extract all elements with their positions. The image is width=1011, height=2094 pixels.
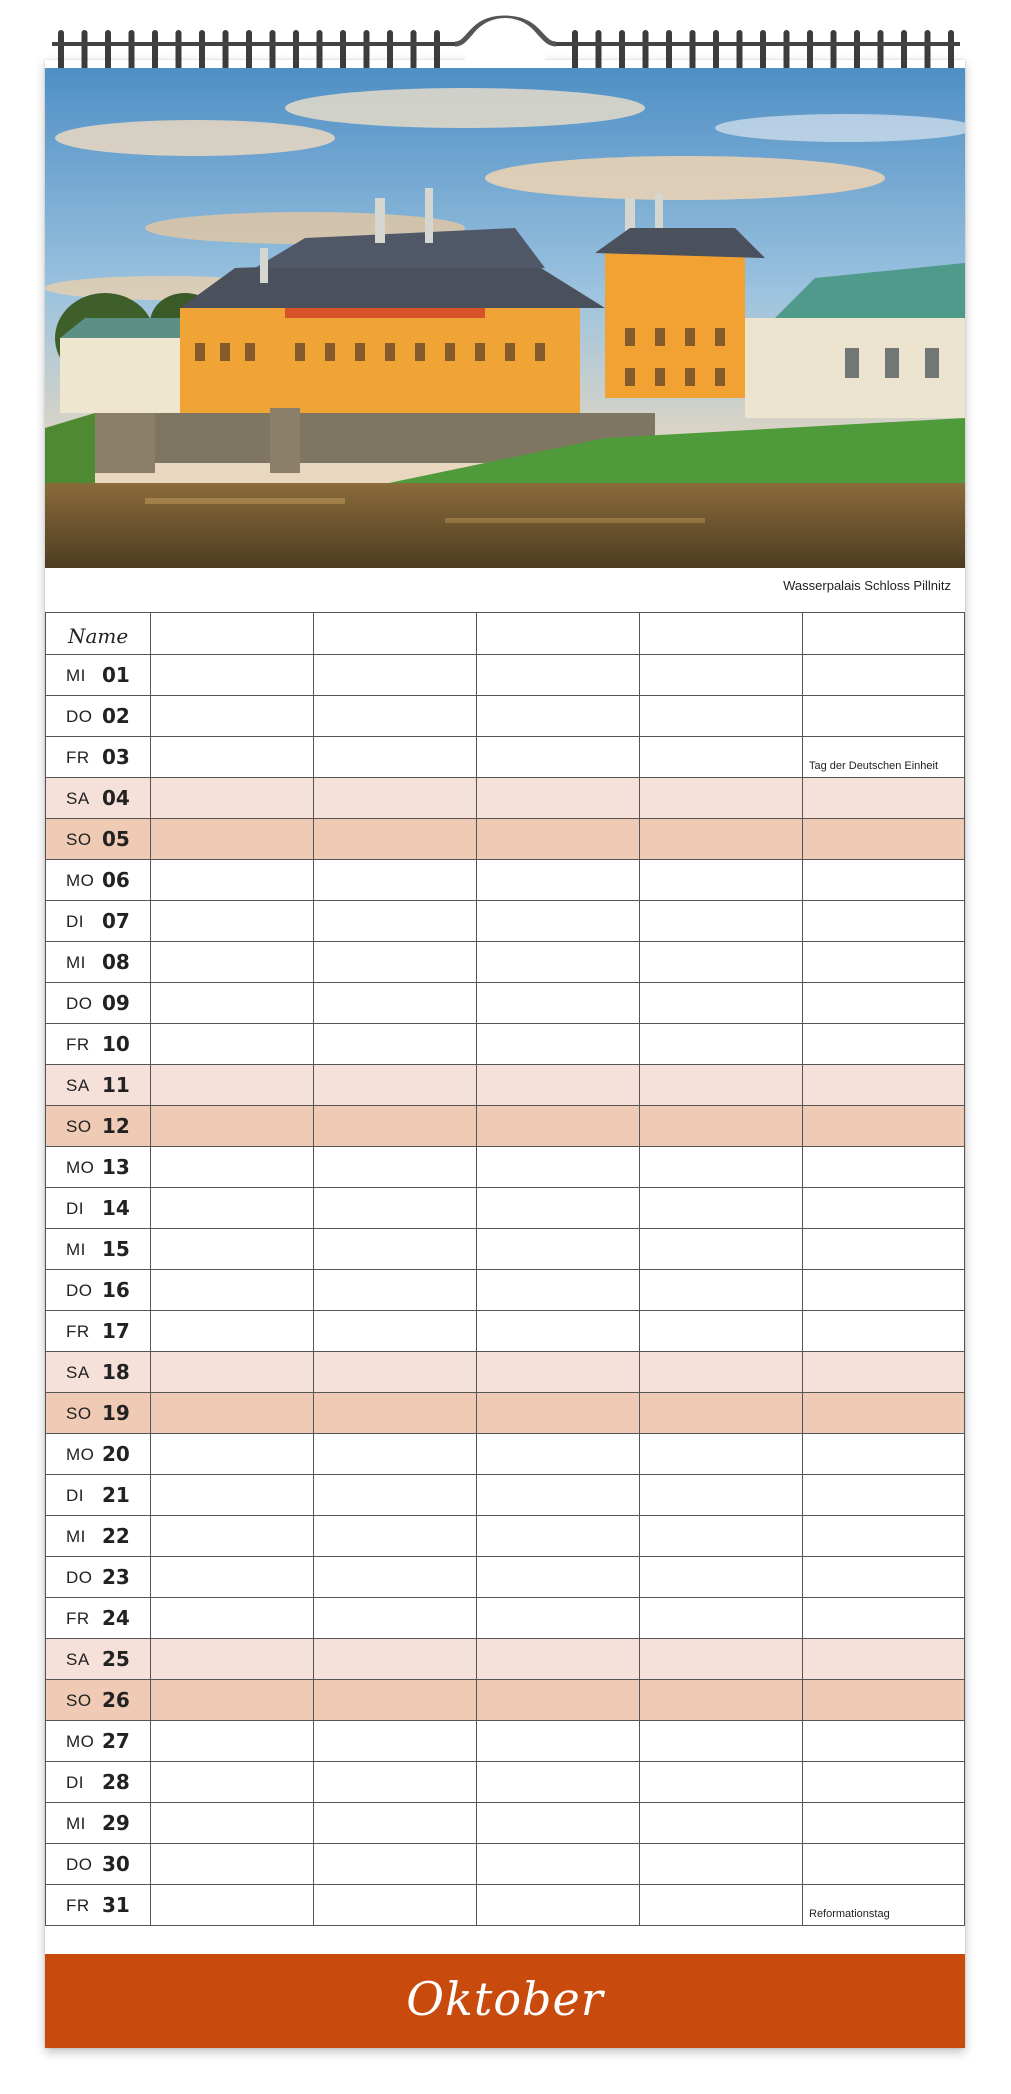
entry-cell[interactable] (313, 901, 476, 941)
entry-cell[interactable] (639, 1639, 802, 1679)
entry-cell[interactable] (476, 1516, 639, 1556)
entry-cell[interactable] (476, 1721, 639, 1761)
weekday-label: MI (66, 1814, 86, 1833)
entry-cell[interactable] (802, 860, 965, 900)
entry-cell[interactable] (150, 1844, 313, 1884)
entry-cell[interactable] (802, 819, 965, 859)
day-number: 12 (102, 1114, 130, 1138)
day-number: 17 (102, 1319, 130, 1343)
day-row (45, 1803, 965, 1844)
day-number: 02 (102, 704, 130, 728)
date-cell (45, 1024, 150, 1064)
weekday-label: DO (66, 994, 93, 1013)
entry-cell[interactable] (476, 696, 639, 736)
date-cell (45, 1885, 150, 1925)
weekday-label: DI (66, 1199, 84, 1218)
entry-cell[interactable] (802, 1557, 965, 1597)
weekday-label: MI (66, 953, 86, 972)
entry-cell[interactable] (802, 1147, 965, 1187)
date-cell (45, 737, 150, 777)
entry-cell[interactable] (476, 1639, 639, 1679)
planner-grid (45, 612, 965, 1926)
entry-cell[interactable] (150, 983, 313, 1023)
entry-cell[interactable] (150, 1065, 313, 1105)
entry-cell[interactable] (150, 1270, 313, 1310)
entry-cell[interactable] (313, 1557, 476, 1597)
day-row (45, 1065, 965, 1106)
entry-cell[interactable] (313, 1352, 476, 1392)
day-row (45, 1270, 965, 1311)
calendar-photo (45, 68, 965, 568)
day-row (45, 737, 965, 778)
date-cell (45, 655, 150, 695)
entry-cell[interactable] (150, 1516, 313, 1556)
entry-cell[interactable] (639, 1393, 802, 1433)
entry-cell[interactable] (639, 737, 802, 777)
entry-cell[interactable] (639, 1475, 802, 1515)
entry-cell[interactable] (313, 1311, 476, 1351)
weekday-label: SO (66, 830, 92, 849)
entry-cell[interactable] (150, 860, 313, 900)
date-cell (45, 1721, 150, 1761)
entry-cell[interactable] (476, 1680, 639, 1720)
entry-cell[interactable] (476, 1885, 639, 1925)
weekday-label: MI (66, 1240, 86, 1259)
entry-cell[interactable] (476, 1434, 639, 1474)
entry-cell[interactable] (802, 901, 965, 941)
entry-cell[interactable] (313, 1106, 476, 1146)
palace-photo (45, 68, 965, 568)
date-cell (45, 1188, 150, 1228)
entry-cell[interactable] (150, 1762, 313, 1802)
entry-cell[interactable] (639, 860, 802, 900)
month-footer (45, 1954, 965, 2048)
day-number: 03 (102, 745, 130, 769)
entry-cell[interactable] (802, 1885, 965, 1925)
month-title: Oktober (406, 1972, 604, 2026)
entry-cell[interactable] (802, 1188, 965, 1228)
day-row (45, 655, 965, 696)
date-cell (45, 1311, 150, 1351)
day-number: 07 (102, 909, 130, 933)
entry-cell[interactable] (150, 696, 313, 736)
date-cell (45, 1065, 150, 1105)
entry-cell[interactable] (639, 1065, 802, 1105)
entry-cell[interactable] (313, 942, 476, 982)
day-row (45, 1598, 965, 1639)
entry-cell[interactable] (802, 696, 965, 736)
weekday-label: SA (66, 1076, 90, 1095)
entry-cell[interactable] (150, 1557, 313, 1597)
date-cell (45, 696, 150, 736)
entry-cell[interactable] (150, 1147, 313, 1187)
day-number: 01 (102, 663, 130, 687)
entry-cell[interactable] (639, 1680, 802, 1720)
weekday-label: SO (66, 1691, 92, 1710)
day-row (45, 901, 965, 942)
entry-cell[interactable] (639, 983, 802, 1023)
entry-cell[interactable] (313, 1475, 476, 1515)
entry-cell[interactable] (313, 1393, 476, 1433)
day-row (45, 1024, 965, 1065)
date-cell (45, 860, 150, 900)
day-number: 27 (102, 1729, 130, 1753)
date-cell (45, 1147, 150, 1187)
weekday-label: DI (66, 1486, 84, 1505)
entry-cell[interactable] (150, 1475, 313, 1515)
day-number: 09 (102, 991, 130, 1015)
day-number: 29 (102, 1811, 130, 1835)
entry-cell[interactable] (313, 1434, 476, 1474)
weekday-label: DO (66, 1281, 93, 1300)
entry-cell[interactable] (313, 1229, 476, 1269)
entry-cell[interactable] (313, 819, 476, 859)
day-row (45, 1844, 965, 1885)
entry-cell[interactable] (150, 1721, 313, 1761)
day-row (45, 1311, 965, 1352)
entry-cell[interactable] (313, 1188, 476, 1228)
entry-cell[interactable] (150, 1598, 313, 1638)
date-cell (45, 1639, 150, 1679)
entry-cell[interactable] (802, 1352, 965, 1392)
entry-cell[interactable] (150, 655, 313, 695)
entry-cell[interactable] (150, 1680, 313, 1720)
entry-cell[interactable] (802, 1639, 965, 1679)
day-number: 26 (102, 1688, 130, 1712)
day-number: 24 (102, 1606, 130, 1630)
person-column-4-header[interactable] (639, 613, 802, 654)
entry-cell[interactable] (313, 1721, 476, 1761)
entry-cell[interactable] (476, 1598, 639, 1638)
weekday-label: MO (66, 871, 95, 890)
entry-cell[interactable] (639, 655, 802, 695)
entry-cell[interactable] (476, 1147, 639, 1187)
day-row (45, 1147, 965, 1188)
header-row (45, 613, 965, 655)
entry-cell[interactable] (476, 1803, 639, 1843)
entry-cell[interactable] (639, 1229, 802, 1269)
entry-cell[interactable] (150, 1106, 313, 1146)
person-column-3-header[interactable] (476, 613, 639, 654)
weekday-label: DO (66, 1568, 93, 1587)
entry-cell[interactable] (150, 737, 313, 777)
entry-cell[interactable] (476, 1106, 639, 1146)
entry-cell[interactable] (476, 942, 639, 982)
date-cell (45, 901, 150, 941)
entry-cell[interactable] (476, 1557, 639, 1597)
entry-cell[interactable] (639, 1557, 802, 1597)
day-row (45, 1516, 965, 1557)
date-cell (45, 1844, 150, 1884)
entry-cell[interactable] (639, 696, 802, 736)
weekday-label: FR (66, 1322, 90, 1341)
day-number: 18 (102, 1360, 130, 1384)
entry-cell[interactable] (802, 1393, 965, 1433)
entry-cell[interactable] (802, 1106, 965, 1146)
entry-cell[interactable] (802, 1803, 965, 1843)
day-number: 11 (102, 1073, 130, 1097)
entry-cell[interactable] (802, 1762, 965, 1802)
entry-cell[interactable] (802, 1024, 965, 1064)
day-number: 15 (102, 1237, 130, 1261)
day-row (45, 1885, 965, 1926)
entry-cell[interactable] (150, 1393, 313, 1433)
entry-cell[interactable] (802, 1598, 965, 1638)
day-number: 04 (102, 786, 130, 810)
entry-cell[interactable] (476, 1844, 639, 1884)
entry-cell[interactable] (476, 1762, 639, 1802)
entry-cell[interactable] (313, 655, 476, 695)
weekday-label: MI (66, 1527, 86, 1546)
day-number: 30 (102, 1852, 130, 1876)
entry-cell[interactable] (476, 901, 639, 941)
date-cell (45, 1270, 150, 1310)
entry-cell[interactable] (150, 942, 313, 982)
day-row (45, 696, 965, 737)
date-cell (45, 1762, 150, 1802)
day-number: 05 (102, 827, 130, 851)
entry-cell[interactable] (313, 1639, 476, 1679)
day-row (45, 1434, 965, 1475)
entry-cell[interactable] (476, 860, 639, 900)
entry-cell[interactable] (150, 819, 313, 859)
entry-cell[interactable] (313, 1147, 476, 1187)
entry-cell[interactable] (802, 1680, 965, 1720)
day-row (45, 778, 965, 819)
weekday-label: SA (66, 1363, 90, 1382)
entry-cell[interactable] (802, 1721, 965, 1761)
entry-cell[interactable] (639, 778, 802, 818)
entry-cell[interactable] (150, 1434, 313, 1474)
entry-cell[interactable] (639, 1721, 802, 1761)
name-label: Name (68, 624, 129, 648)
day-row (45, 942, 965, 983)
date-cell (45, 983, 150, 1023)
weekday-label: SA (66, 1650, 90, 1669)
entry-cell[interactable] (802, 1229, 965, 1269)
day-row (45, 1188, 965, 1229)
entry-cell[interactable] (150, 1352, 313, 1392)
day-row (45, 1762, 965, 1803)
entry-cell[interactable] (150, 901, 313, 941)
entry-cell[interactable] (639, 1598, 802, 1638)
entry-cell[interactable] (639, 1844, 802, 1884)
entry-cell[interactable] (150, 1024, 313, 1064)
entry-cell[interactable] (802, 655, 965, 695)
entry-cell[interactable] (802, 737, 965, 777)
name-header-cell (45, 613, 150, 654)
day-row (45, 1106, 965, 1147)
entry-cell[interactable] (150, 1311, 313, 1351)
entry-cell[interactable] (476, 1311, 639, 1351)
day-row (45, 1393, 965, 1434)
date-cell (45, 1475, 150, 1515)
person-column-5-header[interactable] (802, 613, 965, 654)
date-cell (45, 1229, 150, 1269)
entry-cell[interactable] (476, 1188, 639, 1228)
entry-cell[interactable] (802, 983, 965, 1023)
entry-cell[interactable] (802, 778, 965, 818)
day-number: 16 (102, 1278, 130, 1302)
entry-cell[interactable] (802, 942, 965, 982)
entry-cell[interactable] (802, 1270, 965, 1310)
entry-cell[interactable] (313, 1680, 476, 1720)
entry-cell[interactable] (313, 1024, 476, 1064)
entry-cell[interactable] (476, 1229, 639, 1269)
person-column-2-header[interactable] (313, 613, 476, 654)
entry-cell[interactable] (802, 1065, 965, 1105)
entry-cell[interactable] (313, 696, 476, 736)
entry-cell[interactable] (476, 1065, 639, 1105)
holiday-label: Tag der Deutschen Einheit (809, 760, 939, 772)
entry-cell[interactable] (313, 983, 476, 1023)
day-row (45, 1680, 965, 1721)
day-row (45, 1557, 965, 1598)
entry-cell[interactable] (150, 1188, 313, 1228)
day-row (45, 1475, 965, 1516)
entry-cell[interactable] (639, 942, 802, 982)
entry-cell[interactable] (313, 1844, 476, 1884)
date-cell (45, 1598, 150, 1638)
date-cell (45, 1352, 150, 1392)
weekday-label: FR (66, 1609, 90, 1628)
entry-cell[interactable] (476, 1270, 639, 1310)
day-number: 06 (102, 868, 130, 892)
entry-cell[interactable] (313, 778, 476, 818)
entry-cell[interactable] (639, 901, 802, 941)
entry-cell[interactable] (476, 1475, 639, 1515)
date-cell (45, 819, 150, 859)
entry-cell[interactable] (802, 1434, 965, 1474)
day-number: 13 (102, 1155, 130, 1179)
photo-caption: Wasserpalais Schloss Pillnitz (783, 578, 951, 593)
weekday-label: FR (66, 1035, 90, 1054)
entry-cell[interactable] (639, 1434, 802, 1474)
weekday-label: FR (66, 748, 90, 767)
entry-cell[interactable] (639, 1762, 802, 1802)
entry-cell[interactable] (313, 1598, 476, 1638)
entry-cell[interactable] (639, 1106, 802, 1146)
date-cell (45, 778, 150, 818)
entry-cell[interactable] (639, 1352, 802, 1392)
entry-cell[interactable] (802, 1516, 965, 1556)
weekday-label: FR (66, 1896, 90, 1915)
day-number: 14 (102, 1196, 130, 1220)
weekday-label: SO (66, 1404, 92, 1423)
entry-cell[interactable] (639, 1024, 802, 1064)
day-row (45, 1721, 965, 1762)
entry-cell[interactable] (150, 1229, 313, 1269)
day-row (45, 860, 965, 901)
entry-cell[interactable] (476, 778, 639, 818)
entry-cell[interactable] (639, 1147, 802, 1187)
entry-cell[interactable] (802, 1844, 965, 1884)
date-cell (45, 1516, 150, 1556)
date-cell (45, 1393, 150, 1433)
day-number: 19 (102, 1401, 130, 1425)
day-row (45, 1639, 965, 1680)
entry-cell[interactable] (639, 1311, 802, 1351)
weekday-label: MO (66, 1158, 95, 1177)
entry-cell[interactable] (313, 1065, 476, 1105)
entry-cell[interactable] (639, 1885, 802, 1925)
day-row (45, 1352, 965, 1393)
entry-cell[interactable] (476, 1352, 639, 1392)
day-number: 28 (102, 1770, 130, 1794)
weekday-label: MI (66, 666, 86, 685)
entry-cell[interactable] (313, 737, 476, 777)
entry-cell[interactable] (313, 1762, 476, 1802)
date-cell (45, 1680, 150, 1720)
entry-cell[interactable] (476, 1024, 639, 1064)
day-number: 08 (102, 950, 130, 974)
entry-cell[interactable] (313, 1885, 476, 1925)
entry-cell[interactable] (802, 1311, 965, 1351)
entry-cell[interactable] (150, 1803, 313, 1843)
entry-cell[interactable] (313, 1803, 476, 1843)
day-row (45, 819, 965, 860)
weekday-label: MO (66, 1445, 95, 1464)
entry-cell[interactable] (802, 1475, 965, 1515)
entry-cell[interactable] (639, 1188, 802, 1228)
entry-cell[interactable] (476, 655, 639, 695)
date-cell (45, 1803, 150, 1843)
entry-cell[interactable] (476, 1393, 639, 1433)
date-cell (45, 1434, 150, 1474)
date-cell (45, 942, 150, 982)
entry-cell[interactable] (150, 1885, 313, 1925)
weekday-label: DI (66, 912, 84, 931)
entry-cell[interactable] (639, 1516, 802, 1556)
entry-cell[interactable] (476, 737, 639, 777)
entry-cell[interactable] (639, 819, 802, 859)
weekday-label: SA (66, 789, 90, 808)
day-number: 20 (102, 1442, 130, 1466)
day-number: 25 (102, 1647, 130, 1671)
entry-cell[interactable] (313, 860, 476, 900)
weekday-label: DI (66, 1773, 84, 1792)
day-row (45, 1229, 965, 1270)
person-column-1-header[interactable] (150, 613, 313, 654)
entry-cell[interactable] (639, 1803, 802, 1843)
entry-cell[interactable] (150, 1639, 313, 1679)
day-number: 21 (102, 1483, 130, 1507)
entry-cell[interactable] (639, 1270, 802, 1310)
day-number: 10 (102, 1032, 130, 1056)
weekday-label: DO (66, 1855, 93, 1874)
entry-cell[interactable] (150, 778, 313, 818)
entry-cell[interactable] (313, 1270, 476, 1310)
day-row (45, 983, 965, 1024)
entry-cell[interactable] (476, 819, 639, 859)
weekday-label: DO (66, 707, 93, 726)
date-cell (45, 1557, 150, 1597)
day-number: 31 (102, 1893, 130, 1917)
day-number: 23 (102, 1565, 130, 1589)
weekday-label: SO (66, 1117, 92, 1136)
entry-cell[interactable] (476, 983, 639, 1023)
entry-cell[interactable] (313, 1516, 476, 1556)
weekday-label: MO (66, 1732, 95, 1751)
holiday-label: Reformationstag (809, 1908, 890, 1920)
day-number: 22 (102, 1524, 130, 1548)
date-cell (45, 1106, 150, 1146)
